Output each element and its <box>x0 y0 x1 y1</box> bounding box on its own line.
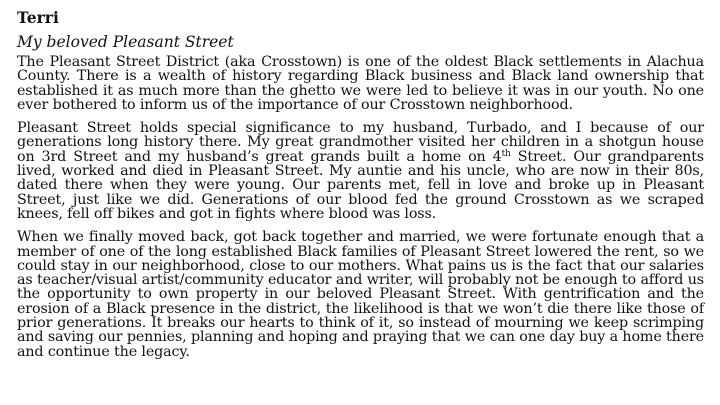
paragraph-2 <box>17 121 704 221</box>
ordinal-suffix: th <box>501 148 511 159</box>
paragraph-2-text-a: Pleasant Street holds special significance to my husband, Turbado, and I because of our generations long history there. My great grandmother visited her children in a shotgun house on 3rd Street and my husband’s great grands built a home on 4 <box>17 120 704 165</box>
author-name: Terri <box>17 8 59 27</box>
document-page <box>17 8 704 368</box>
essay-title: My beloved Pleasant Street <box>17 33 234 51</box>
paragraph-2-text-b: Street. Our grandparents lived, worked and died in Pleasant Street. My auntie and his uncle, who are now in their 80s, dated there when they were young. Our parents met, fell in love and broke up in Pleasant Street, just like we did. Generations of our blood fed the ground Crosstown as we scraped knees, fell off bikes and got in fights where blood was loss. <box>17 148 704 222</box>
paragraph-3: When we finally moved back, got back together and married, we were fortunate enough that a member of one of the long established Black families of Pleasant Street lowered the rent, so we could stay in our neighborhood, close to our mothers. What pains us is the fact that our salaries as teacher/visual artist/community educator and writer, will probably not be enough to afford us the opportunity to own property in our beloved Pleasant Street. With gentrification and the erosion of a Black presence in the district, the likelihood is that we won’t die there like those of prior generations. It breaks our hearts to think of it, so instead of mourning we keep scrimping and saving our pennies, planning and hoping and praying that we can one day buy a home there and continue the legacy. <box>17 229 704 360</box>
paragraph-1: The Pleasant Street District (aka Crosstown) is one of the oldest Black settlements in Alachua County. There is a wealth of history regarding Black business and Black land ownership that established it as much more than the ghetto we were led to believe it was in our youth. No one ever bothered to inform us of the importance of our Crosstown neighborhood. <box>17 54 704 113</box>
